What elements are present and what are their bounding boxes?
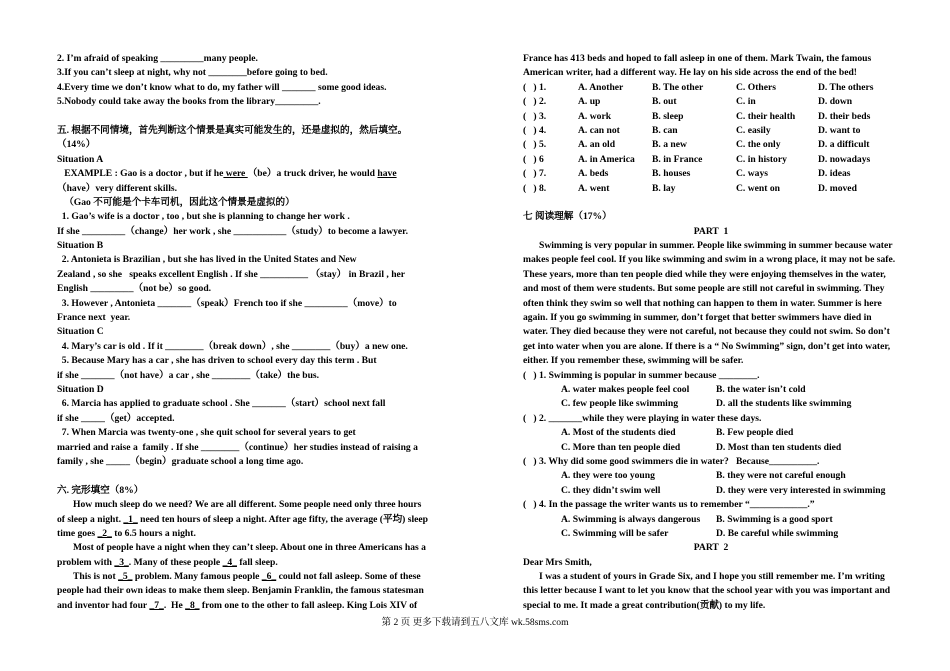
cloze-option-row [523,167,899,181]
sentence-2a: 2. Antonieta is Brazilian , but she has lived in the United States and New [57,254,357,266]
reading-line-2: makes people feel cool. If you like swimming and swim in a wrong place, it may not be safe. [523,254,896,266]
cloze-text: fall sleep. [236,556,278,568]
sentence-1b: If she _________（change）her work , she ___________（study）to become a lawyer. [57,225,408,237]
cloze-blank-3: _3_ [114,556,129,568]
cloze-option-row [523,124,899,138]
situation-c-heading: Situation C [57,326,104,338]
reading-option-row [523,397,899,411]
cloze-blank-8: _8_ [185,599,200,611]
cloze-line-2 [57,513,433,527]
cloze-line-6 [57,570,433,584]
option-choice: B. sleep [652,110,684,122]
option-choice: D. want to [818,124,861,136]
reading-question-1: ( ) 1. Swimming is popular in summer because ________. [523,369,760,381]
cloze-text: need ten hours of sleep a night. After age fifty, the average (平均) sleep [137,513,429,525]
section-5-score: （14%） [57,139,96,151]
question-number: ( ) 5. [523,139,547,151]
option-choice: B. a new [652,139,687,151]
section-7-title: 七 阅读理解（17%） [523,211,612,223]
option-choice: A. they were too young [561,470,655,482]
option-choice: A. can not [578,124,620,136]
option-choice: D. nowadays [818,153,871,165]
page-footer: 第 2 页 更多下载请到五八文库 wk.58sms.com [381,617,569,628]
cloze-option-row [523,153,899,167]
reading-question-2-options [523,426,899,455]
letter-salutation: Dear Mrs Smith, [523,556,592,568]
cloze-option-row [523,110,899,124]
option-choice: C. in [736,96,756,108]
option-choice: C. few people like swimming [561,398,678,410]
option-choice: A. work [578,110,612,122]
option-choice: C. the only [736,139,781,151]
reading-option-row [523,513,899,527]
option-choice: A. beds [578,168,609,180]
reading-option-row [523,527,899,541]
cloze-text: from one to the other to fall asleep. King Lois XIV of [199,599,418,611]
sentence-1a: 1. Gao’s wife is a doctor , too , but she is planning to change her work . [57,211,350,223]
question-number: ( ) 4. [523,124,547,136]
sentence-7b: married and raise a family . If she ________（continue）her studies instead of raising a [57,441,418,453]
cloze-line-4: Most of people have a night when they can’t sleep. About one in three Americans has a [73,542,426,554]
sentence-2b: Zealand , so she speaks excellent English . If she __________ （stay） in Brazil , her [57,268,406,280]
cloze-line-8 [57,599,433,613]
option-choice: A. Another [578,81,624,93]
cloze-option-row [523,81,899,95]
question-number: ( ) 6 [523,153,544,165]
cloze-line-7: people had their own ideas to make them sleep. Benjamin Franklin, the famous statesman [57,585,424,597]
cloze-text: . He [163,599,186,611]
cloze-options [523,81,899,196]
option-choice: B. houses [652,168,691,180]
reading-line-7: water. They died because they were not careful, not because they could not swim. So don’t [523,326,890,338]
cloze-text: problem. Many famous people [132,571,262,583]
spacer [57,469,433,483]
cloze-text: and inventor had four [57,599,150,611]
reading-option-row [523,469,899,483]
reading-option-row [523,441,899,455]
reading-line-1: Swimming is very popular in summer. People like swimming in summer because water [539,240,893,252]
option-choice: D. they were very interested in swimming [716,484,886,496]
sentence-6b: if she _____（get）accepted. [57,412,175,424]
reading-option-row [523,426,899,440]
cloze-blank-1: _1_ [123,513,138,525]
option-choice: B. can [652,124,678,136]
reading-line-3: These years, more than ten people died while they were enjoying themselves in the water, [523,268,886,280]
spacer [523,196,899,210]
option-choice: C. went on [736,182,780,194]
cloze-text: time goes [57,527,98,539]
reading-line-9: either. If you remember these, swimming will be safer. [523,355,744,367]
option-choice: B. lay [652,182,676,194]
spacer [57,110,433,124]
option-choice: D. down [818,96,853,108]
cloze-blank-6: _6_ [261,571,277,583]
option-choice: C. their health [736,110,796,122]
reading-question-3: ( ) 3. Why did some good swimmers die in water? Because__________. [523,455,820,467]
situation-b-heading: Situation B [57,240,104,252]
sentence-4: 4. Mary’s car is old . If it ________（break down）, she ________（buy）a new one. [57,340,408,352]
question-number: ( ) 1. [523,81,547,93]
option-choice: A. Swimming is always dangerous [561,513,701,525]
option-choice: D. their beds [818,110,871,122]
cloze-text: This is not [73,571,119,583]
example-answer-have: have [377,168,397,180]
part-2-heading: PART 2 [693,542,729,554]
reading-question-4-options [523,513,899,542]
option-choice: D. Be careful while swimming [716,527,839,539]
question-number: ( ) 7. [523,168,547,180]
cloze-option-row [523,95,899,109]
sentence-2c: English _________（not be）so good. [57,283,212,295]
question-2: 2. I’m afraid of speaking _________many people. [57,53,258,64]
option-choice: A. went [578,182,610,194]
sentence-5a: 5. Because Mary has a car , she has driven to school every day this term . But [57,355,377,367]
cloze-blank-7: _7_ [149,599,164,611]
option-choice: A. Most of the students died [561,427,676,439]
option-choice: B. the water isn’t cold [716,383,806,395]
option-choice: C. ways [736,168,768,180]
reading-line-8: get into water when you are alone. If there is a “ No Swimming” sign, don’t get into water, [523,340,891,352]
sentence-6a: 6. Marcia has applied to graduate school . She _______（start）school next fall [57,398,386,410]
situation-a-heading: Situation A [57,153,104,165]
cloze-line-3 [57,527,433,541]
cloze-text: could not fall asleep. Some of these [276,571,421,583]
reading-question-1-options [523,383,899,412]
cloze-text: to 6.5 hours a night. [111,527,196,539]
sentence-7a: 7. When Marcia was twenty-one , she quit school for several years to get [57,427,356,439]
letter-line-2: this letter because I want to let you know that the school year with you was important and [523,585,891,597]
part-1-heading: PART 1 [693,225,729,237]
cloze-line-1: How much sleep do we need? We are all different. Some people need only three hours [73,499,422,511]
cloze-line-9: France has 413 beds and hoped to fall asleep in one of them. Mark Twain, the famous [523,53,872,64]
option-choice: B. The other [652,81,704,93]
cloze-line-10: American writer, had a different way. He lay on his side across the end of the bed! [523,67,857,79]
reading-question-4: ( ) 4. In the passage the writer wants us to remember “____________.” [523,499,815,511]
reading-option-row [523,383,899,397]
question-number: ( ) 2. [523,96,547,108]
section-5-title: 五. 根据不同情境，首先判断这个情景是真实可能发生的，还是虚拟的，然后填空。 [57,124,408,136]
option-choice: D. The others [818,81,874,93]
letter-line-1: I was a student of yours in Grade Six, and I hope you still remember me. I’m writing [539,571,885,583]
cloze-blank-2: _2_ [97,527,112,539]
option-choice: D. all the students like swimming [716,398,852,410]
cloze-blank-5: _5_ [118,571,133,583]
sentence-3a: 3. However , Antonieta _______（speak）French too if she _________（move）to [57,297,397,309]
option-choice: B. Swimming is a good sport [716,513,833,525]
reading-line-6: again. If you go swimming in summer, don’t forget that better swimmers have died in [523,312,872,324]
reading-question-2: ( ) 2. _______while they were playing in water these days. [523,412,762,424]
section-6-title: 六. 完形填空（8%） [57,484,144,496]
reading-line-5: often think they swim so well that nothing can happen to them in water. Summer is here [523,297,882,309]
example-line-2: （have）very different skills. [57,182,178,194]
sentence-5b: if she _______（not have）a car , she ________（take）the bus. [57,369,320,381]
cloze-text: . Many of these people [128,556,223,568]
example-line [57,167,433,181]
question-4: 4.Every time we don’t know what to do, my father will _______ some good ideas. [57,81,387,93]
cloze-text: of sleep a night. [57,513,124,525]
reading-line-4: and most of them were students. But some people are still not careful in swimming. They [523,283,885,295]
sentence-3b: France next year. [57,312,131,324]
example-text: （be）a truck driver, he would [247,168,378,180]
cloze-text: problem with [57,556,115,568]
cloze-line-5 [57,556,433,570]
option-choice: D. moved [818,182,857,194]
option-choice: C. More than ten people died [561,441,681,453]
option-choice: B. out [652,96,677,108]
option-choice: A. in America [578,153,635,165]
situation-d-heading: Situation D [57,383,104,395]
option-choice: B. in France [652,153,703,165]
sentence-7c: family , she _____（begin）graduate school a long time ago. [57,455,304,467]
option-choice: D. ideas [818,168,851,180]
option-choice: D. Most than ten students died [716,441,842,453]
question-number: ( ) 8. [523,182,547,194]
option-choice: A. up [578,96,601,108]
example-note: （Gao 不可能是个卡车司机，因此这个情景是虚拟的） [57,196,295,208]
right-column [523,52,899,613]
reading-question-3-options [523,469,899,498]
left-column [57,52,433,613]
option-choice: A. an old [578,139,616,151]
option-choice: C. Swimming will be safer [561,527,669,539]
question-5: 5.Nobody could take away the books from the library_________. [57,96,321,108]
question-3: 3.If you can’t sleep at night, why not ________before going to bed. [57,67,328,79]
option-choice: C. they didn’t swim well [561,484,661,496]
example-answer-were: were [223,168,248,180]
option-choice: C. easily [736,124,771,136]
example-text: EXAMPLE : Gao is a doctor , but if he [57,168,224,180]
option-choice: C. in history [736,153,787,165]
option-choice: C. Others [736,81,776,93]
option-choice: D. a difficult [818,139,870,151]
option-choice: B. they were not careful enough [716,470,846,482]
cloze-blank-4: _4_ [222,556,237,568]
cloze-option-row [523,182,899,196]
option-choice: B. Few people died [716,427,794,439]
question-number: ( ) 3. [523,110,547,122]
letter-line-3: special to me. It made a great contribution(贡献) to my life. [523,599,766,611]
option-choice: A. water makes people feel cool [561,383,690,395]
cloze-option-row [523,138,899,152]
reading-option-row [523,484,899,498]
